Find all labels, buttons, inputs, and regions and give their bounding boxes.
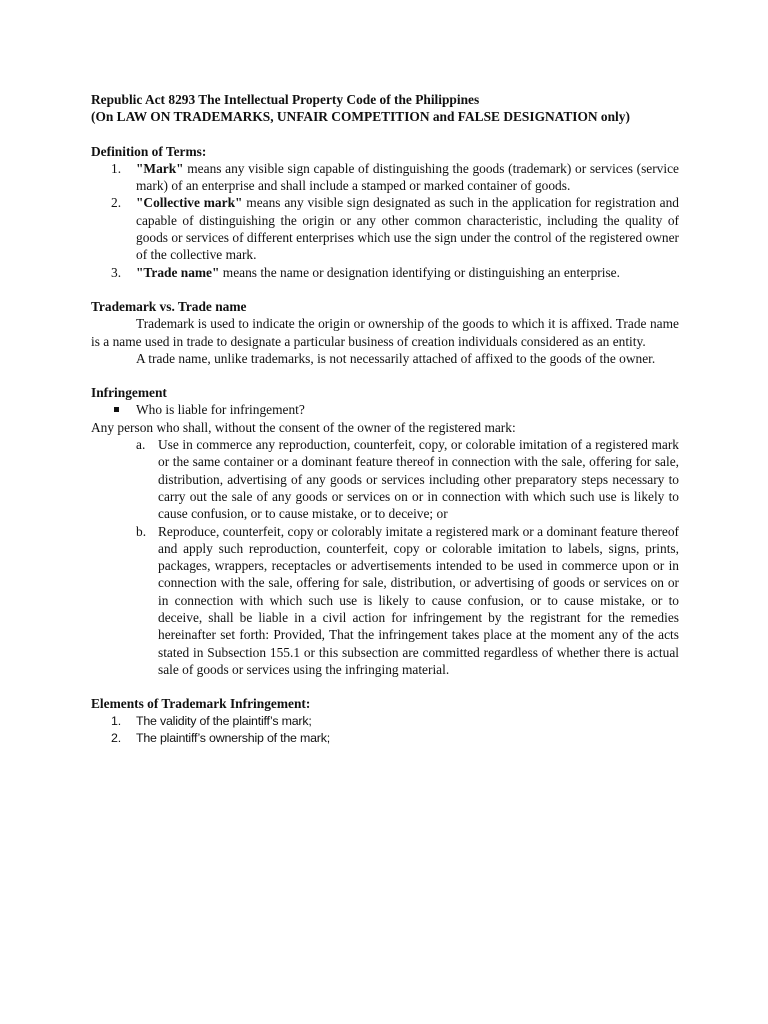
element-text: The plaintiff’s ownership of the mark; — [136, 730, 330, 745]
elements-list — [91, 713, 679, 748]
bullet-text: Who is liable for infringement? — [136, 402, 305, 418]
infringement-act-text: Reproduce, counterfeit, copy or colorably imitate a registered mark or a dominant feature thereof and apply such reproduction, counterfeit, copy or colorable imitation to labels, signs, prints, packages, wrappers, receptacles or advertisements intended to be used in commerce upon or in connection with the sale, offering for sale, distribution, or advertising of goods or services on or in connection with which such use is likely to cause confusion, or to cause mistake, or to deceive, shall be liable in a civil action for infringement by the registrant for the remedies hereinafter set forth: Provided, That the infringement takes place at the moment any of the acts stated in Subsection 155.1 or this subsection are committed regardless of whether there is actual sale of goods or services using the infringing material. — [158, 523, 679, 677]
infringement-intro: Any person who shall, without the consent of the owner of the registered mark: — [91, 419, 516, 435]
definition-text: means any visible sign designated as such in the application for registration and capable of distinguishing the origin or any other common characteristic, including the quality of goods or services of different enterprises which use the sign under the control of the registered owner of the collective mark. — [136, 195, 679, 263]
element-item — [91, 713, 679, 730]
infringement-bullet-list — [91, 401, 679, 418]
list-number: 3. — [111, 264, 122, 280]
trademark-vs-paragraph-2: A trade name, unlike trademarks, is not necessarily attached of affixed to the goods of the owner. — [136, 350, 656, 366]
definition-term: "Trade name" — [136, 264, 220, 280]
list-letter: a. — [136, 437, 146, 453]
list-number: 1. — [111, 713, 121, 728]
bullet-item — [91, 401, 679, 418]
definition-text: means any visible sign capable of distinguishing the goods (trademark) or services (service mark) of an enterprise and shall include a stamped or marked container of goods. — [136, 160, 679, 194]
definition-item — [91, 160, 679, 195]
document-title-line-1: Republic Act 8293 The Intellectual Property Code of the Philippines — [91, 92, 480, 107]
elements-heading: Elements of Trademark Infringement: — [91, 696, 311, 712]
definition-item — [91, 194, 679, 263]
list-number: 2. — [111, 730, 121, 745]
definition-item — [91, 264, 679, 281]
list-letter: b. — [136, 523, 147, 539]
definitions-heading: Definition of Terms: — [91, 143, 207, 159]
definition-term: "Collective mark" — [136, 195, 243, 211]
trademark-vs-paragraph-1: Trademark is used to indicate the origin or ownership of the goods to which it is affixed. Trade name is a name used in trade to designate a particular business of creation individuals considered as an entity. — [91, 316, 679, 349]
list-number: 2. — [111, 195, 122, 211]
definition-term: "Mark" — [136, 160, 184, 176]
infringement-act-text: Use in commerce any reproduction, counterfeit, copy, or colorable imitation of a registered mark or the same container or a dominant feature thereof in connection with the sale, offering for sale, distribution, advertising of any goods or services including other preparatory steps necessary to carry out the sale of any goods or services on or in connection with which such use is likely to cause confusion, or to cause mistake, or to deceive; or — [158, 437, 679, 522]
list-number: 1. — [111, 160, 122, 176]
element-item — [91, 730, 679, 747]
infringement-acts-list — [91, 436, 679, 678]
document-body — [91, 91, 679, 747]
infringement-act-item — [91, 523, 679, 679]
element-text: The validity of the plaintiff’s mark; — [136, 713, 312, 728]
infringement-heading: Infringement — [91, 385, 167, 401]
definition-text: means the name or designation identifying or distinguishing an enterprise. — [219, 264, 620, 280]
definitions-list — [91, 160, 679, 281]
trademark-vs-heading: Trademark vs. Trade name — [91, 298, 247, 314]
infringement-act-item — [91, 436, 679, 522]
document-title-line-2: (On LAW ON TRADEMARKS, UNFAIR COMPETITION and FALSE DESIGNATION only) — [91, 109, 630, 125]
square-bullet-icon — [114, 407, 119, 412]
